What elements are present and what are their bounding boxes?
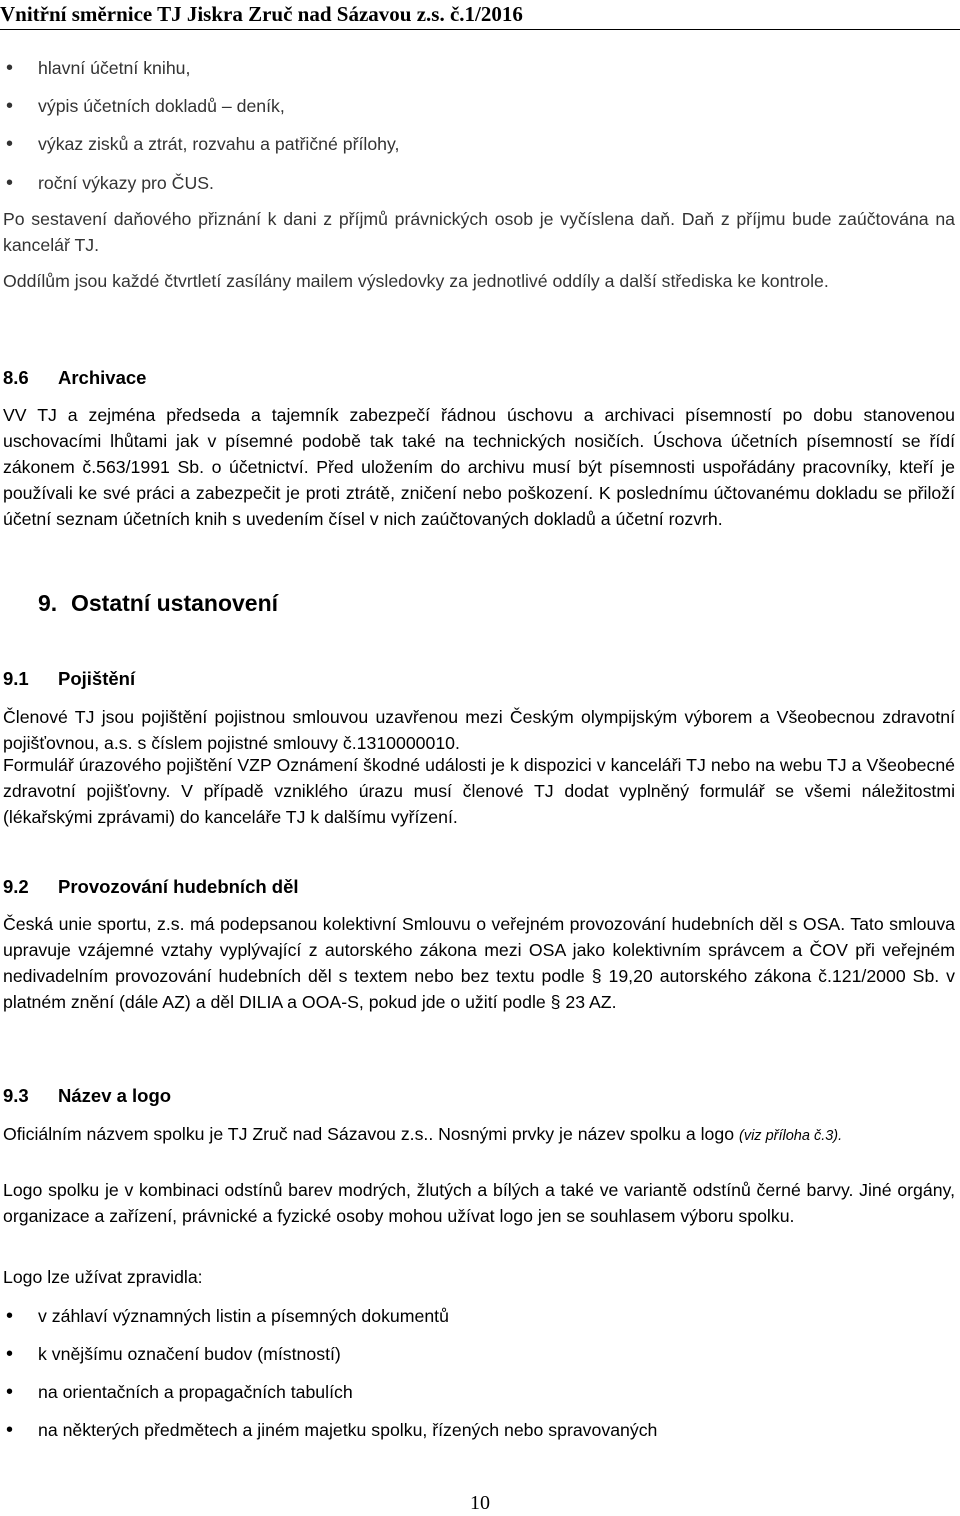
annex-reference: (viz příloha č.3). <box>739 1128 843 1144</box>
bullet-icon: • <box>6 1343 14 1365</box>
section-heading-8-6: 8.6 Archivace <box>3 367 147 388</box>
paragraph-insurance: Členové TJ jsou pojištění pojistnou smlouvou uzavřenou mezi Českým olympijským výborem a Všeobecnou zdravotní pojišťovnou, a.s. s číslem pojistné smlouvy č.1310000010. <box>3 707 955 753</box>
bullet-icon: • <box>6 172 14 194</box>
paragraph-logo-usage: Logo lze užívat zpravidla: <box>3 1267 203 1287</box>
paragraph-music: Česká unie sportu, z.s. má podepsanou kolektivní Smlouvu o veřejném provozování hudebních děl s OSA. Tato smlouva upravuje vzájemné vztahy vyplývající z autorského zákona mezi OSA jako kolektivním správcem a ČOV při veřejném nedivadelním provozování hudebních děl s textem nebo bez textu podle § 19,20 autorského zákona č.121/2000 Sb. v platném znění (dále AZ) a děl DILIA a OOA-S, pokud jde o užití podle § 23 AZ. <box>3 914 955 1012</box>
bullet-icon: • <box>6 1419 14 1441</box>
page-number: 10 <box>470 1492 490 1514</box>
bullet-icon: • <box>6 95 14 117</box>
bullet-icon: • <box>6 1305 14 1327</box>
section-heading-9-1: 9.1 Pojištění <box>3 668 136 689</box>
header-rule <box>0 29 960 30</box>
bullet-icon: • <box>6 133 14 155</box>
paragraph-logo: Logo spolku je v kombinaci odstínů barev modrých, žlutých a bílých a také ve variantě odstínů černé barvy. Jiné orgány, organizace a zařízení, právnické a fyzické osoby mohou užívat logo jen se souhlasem výboru spolku. <box>3 1180 955 1226</box>
bullet-icon: • <box>6 1381 14 1403</box>
paragraph-name: Oficiálním názvem spolku je TJ Zruč nad Sázavou z.s.. Nosnými prvky je název spolku a logo (viz příloha č.3). <box>3 1124 843 1144</box>
document-page: Vnitřní směrnice TJ Jiskra Zruč nad Sázavou z.s. č.1/2016 • hlavní účetní knihu, • výpis účetních dokladů – deník, • výkaz zisků a ztrát, rozvahu a patřičné přílohy, • roční výkazy pro ČUS. Po sestavení daňového přiznání k dani z příjmů právnických osob je vyčíslena daň. Daň z příjmu bude zaúčtována na kancelář TJ. Oddílům jsou každé čtvrtletí zasílány mailem výsledovky za jednotlivé oddíly a další střediska ke kontrole. 8.6 Archivace VV TJ a zejména předseda a tajemník zabezpečí řádnou úschovu a archivaci písemností po dobu stanovenou uschovacími lhůtami jak v písemné podobě tak také na technických nosičích. Úschova účetních písemností se řídí zákonem č.563/1991 Sb. o účetnictví. Před uložením do archivu musí být písemnosti uspořádány pracovníky, kteří je používali ke své práci a zabezpečit je proti ztrátě, zničení nebo poškození. K poslednímu účtovanému dokladu se přiloží účetní seznam účetních knih s uvedením čísel v nich zaúčtovaných dokladů a účetní rozvrh. 9. Ostatní ustanovení 9.1 Pojištění Členové TJ jsou pojištění pojistnou smlouvou uzavřenou mezi Českým olympijským výborem a Všeobecnou zdravotní pojišťovnou, a.s. s číslem pojistné smlouvy č.1310000010. Formulář úrazového pojištění VZP Oznámení škodné události je k dispozici v kanceláři TJ nebo na webu TJ a Všeobecné zdravotní pojišťovny. V případě vzniklého úrazu musí členové TJ dodat vyplněný formulář se všemi náležitostmi (lékařskými zprávami) do kanceláře TJ k dalšímu vyřízení. 9.2 Provozování hudebních děl Česká unie sportu, z.s. má podepsanou kolektivní Smlouvu o veřejném provozování hudebních děl s OSA. Tato smlouva upravuje vzájemné vztahy vyplývající z autorského zákona mezi OSA jako kolektivním správcem a ČOV při veřejném nedivadelním provozování hudebních děl s textem nebo bez textu podle § 19,20 autorského zákona č.121/2000 Sb. v platném znění (dále AZ) a děl DILIA a OOA-S, pokud jde o užití podle § 23 AZ. 9.3 Název a logo Oficiálním názvem spolku je TJ Zruč nad Sázavou z.s.. Nosnými prvky je název spolku a logo (viz příloha č.3). Logo spolku je v kombinaci odstínů barev modrých, žlutých a bílých a také ve variantě odstínů černé barvy. Jiné orgány, organizace a zařízení, právnické a fyzické osoby mohou užívat logo jen se souhlasem výboru spolku. Logo lze užívat zpravidla: • v záhlaví významných listin a písemných dokumentů • k vnějšímu označení budov (místností) • na orientačních a propagačních tabulích • na některých předmětech a jiném majetku spolku, řízených nebo spravovaných 10 <box>0 0 960 1516</box>
document-header: Vnitřní směrnice TJ Jiskra Zruč nad Sázavou z.s. č.1/2016 <box>0 2 523 26</box>
bullet-icon: • <box>6 57 14 79</box>
section-heading-9-3: 9.3 Název a logo <box>3 1085 172 1106</box>
paragraph-insurance-form: Formulář úrazového pojištění VZP Oznámení škodné události je k dispozici v kanceláři TJ nebo na webu TJ a Všeobecné zdravotní pojišťovny. V případě vzniklého úrazu musí členové TJ dodat vyplněný formulář se všemi náležitostmi (lékařskými zprávami) do kanceláře TJ k dalšímu vyřízení. <box>3 755 955 827</box>
paragraph-tax: Po sestavení daňového přiznání k dani z příjmů právnických osob je vyčíslena daň. Daň z příjmu bude zaúčtována na kancelář TJ. <box>3 209 955 255</box>
paragraph-quarterly: Oddílům jsou každé čtvrtletí zasílány mailem výsledovky za jednotlivé oddíly a další střediska ke kontrole. <box>3 271 829 291</box>
section-heading-9-2: 9.2 Provozování hudebních děl <box>3 876 299 897</box>
paragraph-archivace: VV TJ a zejména předseda a tajemník zabezpečí řádnou úschovu a archivaci písemností po dobu stanovenou uschovacími lhůtami jak v písemné podobě tak také na technických nosičích. Úschova účetních písemností se řídí zákonem č.563/1991 Sb. o účetnictví. Před uložením do archivu musí být písemnosti uspořádány pracovníky, kteří je používali ke své práci a zabezpečit je proti ztrátě, zničení nebo poškození. K poslednímu účtovanému dokladu se přiloží účetní seznam účetních knih s uvedením čísel v nich zaúčtovaných dokladů a účetní rozvrh. <box>3 405 955 529</box>
chapter-heading-9: 9. Ostatní ustanovení <box>38 590 279 616</box>
